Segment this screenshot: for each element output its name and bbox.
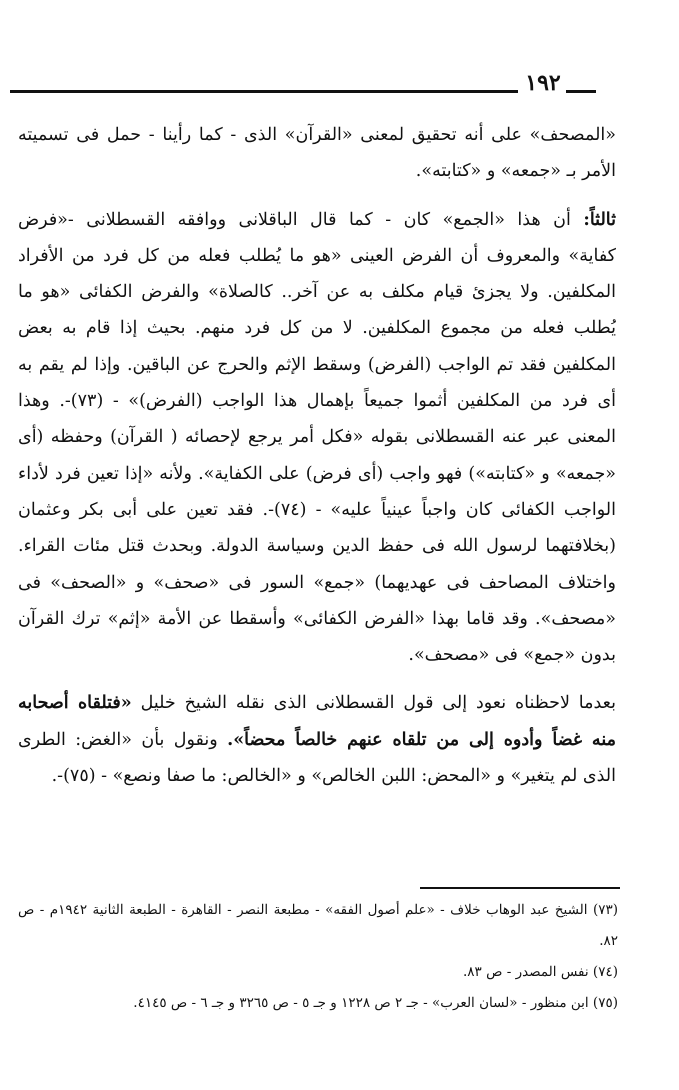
text-line: واختلاف المصاحف فى عهديهما) «جمع» السور فى «صحف» و «الصحف» فى (18, 572, 616, 593)
text-line: المكلفين. ولا يجزئ قيام مكلف به عن آخر.. كالصلاة» والفرض الكفائى «هو ما (18, 282, 616, 303)
text-line: المكلفين فقد تم الواجب (الفرض) وسقط الإثم والحرج عن الباقين. وإذا لم يقم به (18, 354, 616, 375)
text-line: «المصحف» على أنه تحقيق لمعنى «القرآن» الذى - كما رأينا - حمل فى تسميته (18, 125, 616, 145)
text-line (18, 685, 616, 721)
footnotes (18, 895, 618, 1019)
header-rule (10, 90, 518, 93)
body-text (18, 117, 616, 794)
text-span: بعدما لاحظناه نعود إلى قول القسطلانى الذى نقله الشيخ خليل (140, 693, 616, 714)
text-line: الواجب الكفائى كان واجباً عينياً عليه» - (٧٤)-. فقد تعين على أبى بكر وعثمان (18, 499, 616, 520)
footnote-74: (٧٤) نفس المصدر - ص ٨٣. (463, 964, 618, 980)
text-line (18, 722, 616, 758)
bold-quote: «فتلقاه أصحابه (18, 693, 132, 714)
text-line (18, 202, 616, 238)
text-line: «مصحف». وقد قاما بهذا «الفرض الكفائى» وأسقطا عن الأمة «إثم» ترك القرآن (18, 608, 616, 629)
paragraph-gap (18, 673, 616, 685)
text-line: يُطلب فعله من مجموع المكلفين. لا من كل فرد منهم. بحيث إذا قام به بعض (18, 318, 616, 339)
footnote-75: (٧٥) ابن منظور - «لسان العرب» - جـ ٢ ص ١٢٢٨ و جـ ٥ - ص ٣٢٦٥ و جـ ٦ - ص ٤١٤٥. (133, 995, 618, 1011)
header-tick (566, 90, 596, 93)
text-line: (بخلافتهما لرسول الله فى حفظ الدين وسياسة الدولة. وبحدث قتل مئات القراء. (18, 536, 616, 557)
text-line: الأمر بـ «جمعه» و «كتابته». (415, 161, 616, 182)
footnote-rule (420, 887, 620, 889)
section-lead: ثالثاً: (583, 209, 616, 230)
text-line: الذى لم يتغير» و «المحض: اللبن الخالص» و «الخالص: ما صفا ونصع» - (٧٥)-. (51, 766, 616, 787)
footnote-73: (٧٣) الشيخ عبد الوهاب خلاف - «علم أصول الفقه» - مطبعة النصر - القاهرة - الطبعة الثانية ١٩٤٢م - ص (18, 902, 618, 918)
text-line: «جمعه» و «كتابته») فهو واجب (أى فرض) على الكفاية». ولأنه «إذا تعين فرد لأداء (18, 463, 616, 484)
text-line: أى فرد من المكلفين أثموا جميعاً بإهمال هذا الواجب (الفرض)» - (٧٣)-. وهذا (18, 391, 616, 412)
footnote-73-cont: ٨٢. (599, 933, 618, 949)
paragraph-gap (18, 190, 616, 202)
text-span: أن هذا «الجمع» كان - كما قال الباقلانى ووافقه القسطلانى -«فرض (18, 209, 571, 230)
text-line: المعنى عبر عنه القسطلانى بقوله «فكل أمر يرجع لإحصائه ( القرآن) وحفظه (أى (18, 427, 616, 448)
text-line: بدون «جمع» فى «مصحف». (408, 645, 616, 666)
text-span: ونقول بأن «الغض: الطرى (18, 729, 218, 750)
page-number: ١٩٢ (525, 70, 561, 96)
text-line: كفاية» والمعروف أن الفرض العينى «هو ما يُطلب فعله من كل فرد من الأفراد (18, 245, 616, 266)
bold-quote: منه غضاً وأدوه إلى من تلقاه عنهم خالصاً محضاً». (227, 729, 616, 750)
